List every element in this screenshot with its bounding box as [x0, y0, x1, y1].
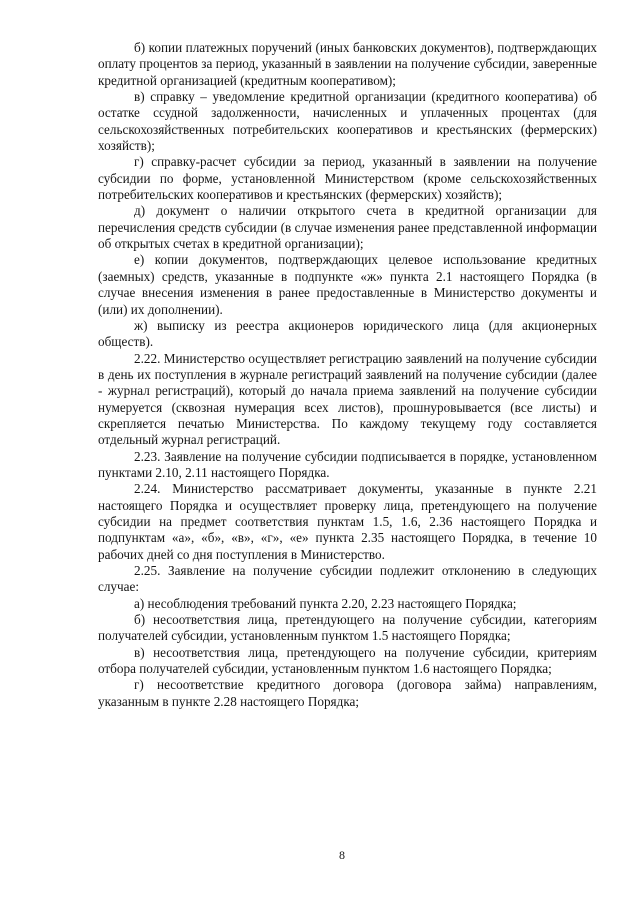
paragraph-d-account-document: д) документ о наличии открытого счета в кредитной организации для перечисления средств субсидии (в случае изменения ранее представленной информации об открытых счетах в кредитной организации);: [98, 203, 597, 252]
paragraph-2-24-review: 2.24. Министерство рассматривает документы, указанные в пункте 2.21 настоящего Порядка и осуществляет проверку лица, претендующего на получение субсидии на предмет соответствия пунктам 1.5, 1.6, 2.36 настоящего Порядка и подпунктам «а», «б», «в», «г», «е» пункта 2.35 настоящего Порядка, в течение 10 рабочих дней со дня поступления в Министерство.: [98, 481, 597, 562]
paragraph-rejection-b: б) несоответствия лица, претендующего на получение субсидии, категориям получателей субсидии, установленным пунктом 1.5 настоящего Порядка;: [98, 612, 597, 644]
paragraph-v-debt-notice: в) справку – уведомление кредитной организации (кредитного кооператива) об остатке ссудной задолженности, начисленных и уплаченных процентах (для сельскохозяйственных потребительских кооперативов и крестьянских (фермерских) хозяйств);: [98, 89, 597, 154]
document-page: [98, 40, 597, 710]
paragraph-rejection-g: г) несоответствие кредитного договора (договора займа) направлениям, указанным в пункте 2.28 настоящего Порядка;: [98, 677, 597, 709]
paragraph-b-payment-orders: б) копии платежных поручений (иных банковских документов), подтверждающих оплату процентов за период, указанный в заявлении на получение субсидии, заверенные кредитной организацией (кредитным кооперативом);: [98, 40, 597, 88]
paragraph-2-23-signing: 2.23. Заявление на получение субсидии подписывается в порядке, установленном пунктами 2.10, 2.11 настоящего Порядка.: [98, 448, 597, 480]
paragraph-2-25-rejection: 2.25. Заявление на получение субсидии подлежит отклонению в следующих случае:: [98, 563, 597, 595]
paragraph-g-subsidy-calculation: г) справку-расчет субсидии за период, указанный в заявлении на получение субсидии по форме, установленной Министерством (кроме сельскохозяйственных потребительских кооперативов и крестьянских (фермерских) хозяйств);: [98, 154, 597, 203]
paragraph-zh-shareholder-register: ж) выписку из реестра акционеров юридического лица (для акционерных обществ).: [98, 317, 597, 350]
paragraph-rejection-a: а) несоблюдения требований пункта 2.20, 2.23 настоящего Порядка;: [134, 595, 517, 611]
paragraph-2-22-registration: 2.22. Министерство осуществляет регистрацию заявлений на получение субсидии в день их поступления в журнале регистраций заявлений на получение субсидии (далее - журнал регистраций), который до начала приема заявлений на получение субсидии нумеруется (сквозная нумерация всех листов), прошнуровывается (все листы) и скрепляется печатью Министерства. По каждому текущему году составляется отдельный журнал регистраций.: [98, 350, 597, 448]
paragraph-e-target-use-documents: е) копии документов, подтверждающих целевое использование кредитных (заемных) средств, указанные в подпункте «ж» пункта 2.1 настоящего Порядка (в случае внесения изменения в ранее предоставленные в Министерство документы и (или) их дополнении).: [98, 252, 597, 317]
paragraph-rejection-v: в) несоответствия лица, претендующего на получение субсидии, критериям отбора получателей субсидии, установленным пунктом 1.6 настоящего Порядка;: [98, 644, 597, 677]
page-number: 8: [339, 848, 345, 862]
